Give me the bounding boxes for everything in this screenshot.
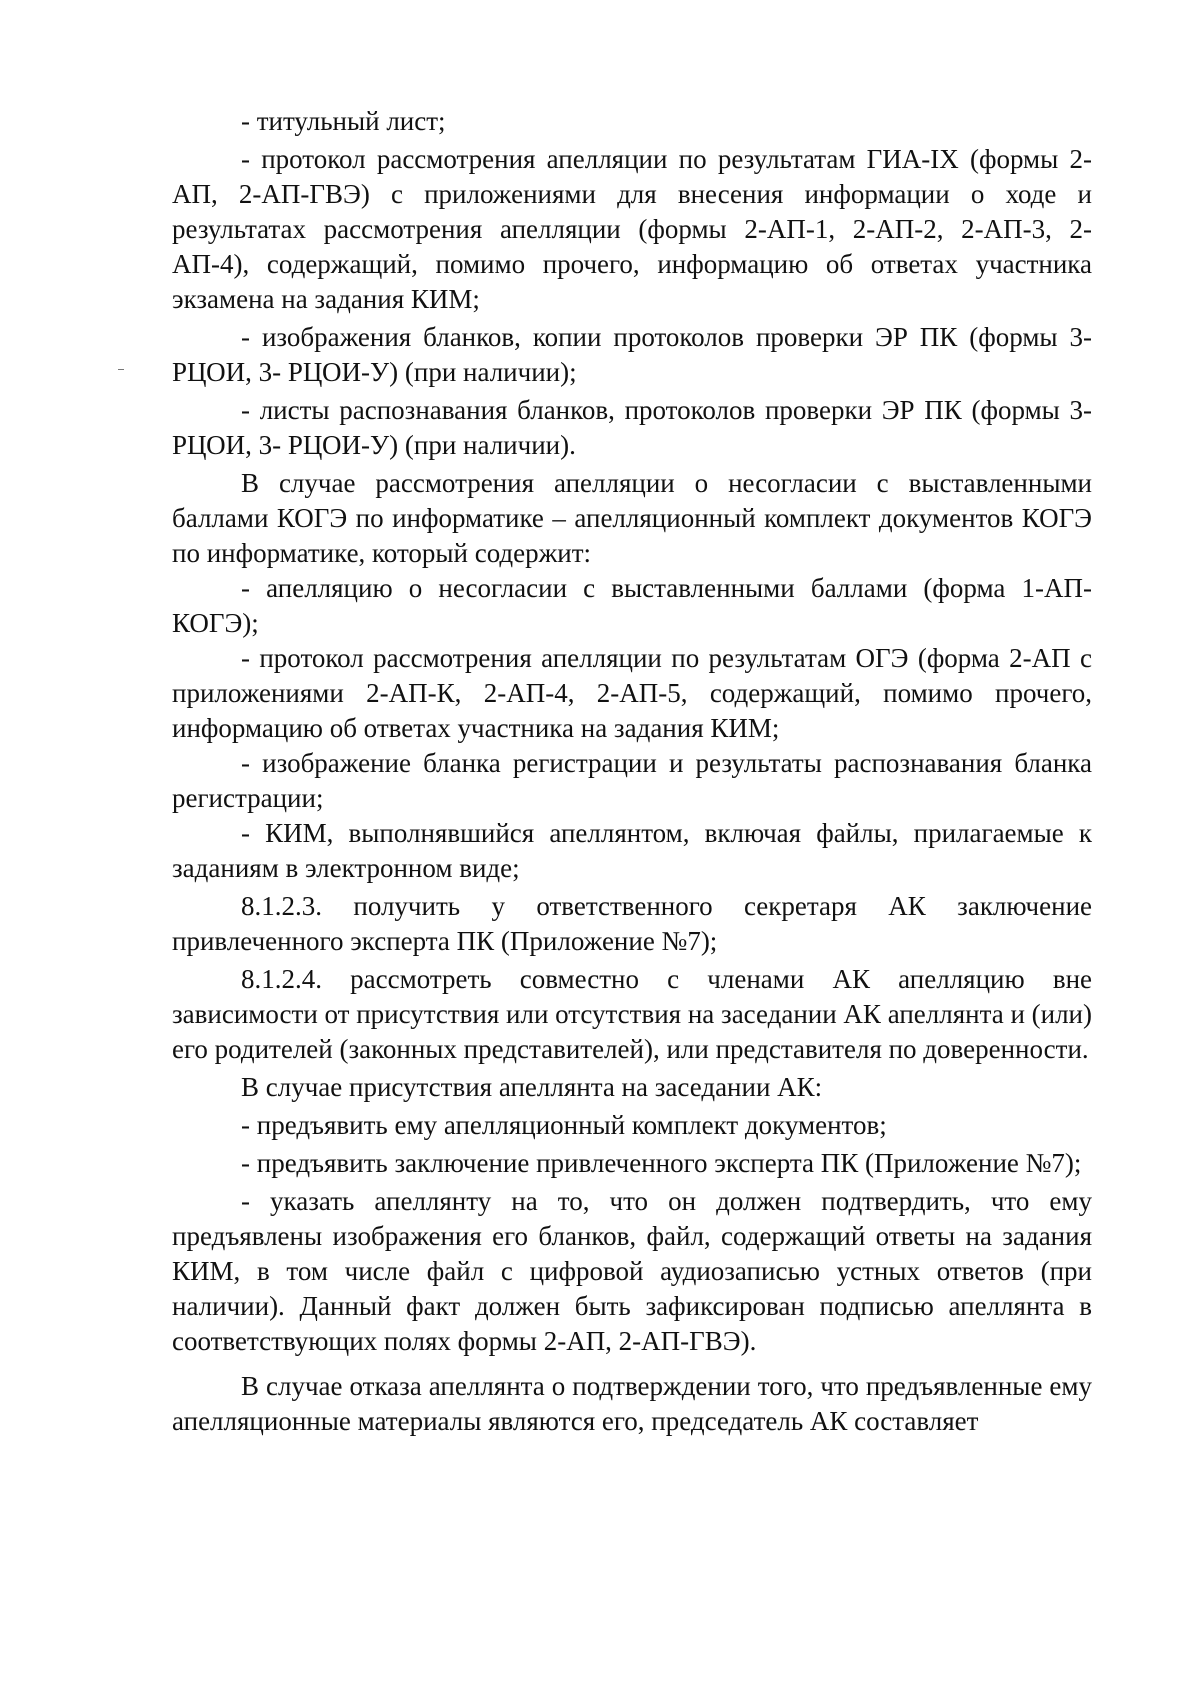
- paragraph-oge-protocol-item: - протокол рассмотрения апелляции по результатам ОГЭ (форма 2-АП с приложениями 2-АП-К, 2-АП-4, 2-АП-5, содержащий, помимо прочего, информацию об ответах участника на задания КИМ;: [172, 643, 1092, 743]
- paragraph-refusal-case: В случае отказа апеллянта о подтверждении того, что предъявленные ему апелляционные материалы являются его, председатель АК составляет: [172, 1371, 1092, 1436]
- paragraph-title-page-item: - титульный лист;: [241, 106, 446, 136]
- paragraph-kim-files-item: - КИМ, выполнявшийся апеллянтом, включая файлы, прилагаемые к заданиям в электронном виде;: [172, 818, 1092, 883]
- paragraph-blank-images-item: - изображения бланков, копии протоколов проверки ЭР ПК (формы 3-РЦОИ, 3- РЦОИ-У) (при наличии);: [172, 322, 1092, 387]
- paragraph-present-conclusion-item: - предъявить заключение привлеченного эксперта ПК (Приложение №7);: [241, 1148, 1082, 1178]
- paragraph-section-8-1-2-3: 8.1.2.3. получить у ответственного секретаря АК заключение привлеченного эксперта ПК (Приложение №7);: [172, 891, 1092, 956]
- paragraph-section-8-1-2-4: 8.1.2.4. рассмотреть совместно с членами АК апелляцию вне зависимости от присутствия или отсутствия на заседании АК апеллянта и (или) его родителей (законных представителей), или представителя по доверенности.: [172, 964, 1092, 1064]
- paragraph-registration-blank-item: - изображение бланка регистрации и результаты распознавания бланка регистрации;: [172, 748, 1092, 813]
- paragraph-confirm-instruction-item: - указать апеллянту на то, что он должен подтвердить, что ему предъявлены изображения его бланков, файл, содержащий ответы на задания КИМ, в том числе файл с цифровой аудиозаписью устных ответов (при наличии). Данный факт должен быть зафиксирован подписью апеллянта в соответствующих полях формы 2-АП, 2-АП-ГВЭ).: [172, 1186, 1092, 1356]
- margin-mark: [118, 369, 124, 370]
- paragraph-kogi-case: В случае рассмотрения апелляции о несогласии с выставленными баллами КОГЭ по информатике – апелляционный комплект документов КОГЭ по информатике, который содержит:: [172, 468, 1092, 568]
- paragraph-kogi-appeal-item: - апелляцию о несогласии с выставленными баллами (форма 1-АП-КОГЭ);: [172, 573, 1092, 638]
- paragraph-present-package-item: - предъявить ему апелляционный комплект документов;: [241, 1110, 887, 1140]
- paragraph-applicant-present: В случае присутствия апеллянта на заседании АК:: [241, 1072, 823, 1102]
- document-body: [172, 104, 1092, 1442]
- paragraph-recognition-sheets-item: - листы распознавания бланков, протоколов проверки ЭР ПК (формы 3-РЦОИ, 3- РЦОИ-У) (при наличии).: [172, 395, 1092, 460]
- paragraph-protocol-gia-item: - протокол рассмотрения апелляции по результатам ГИА-IX (формы 2-АП, 2-АП-ГВЭ) с приложениями для внесения информации о ходе и результатах рассмотрения апелляции (формы 2-АП-1, 2-АП-2, 2-АП-3, 2-АП-4), содержащий, помимо прочего, информацию об ответах участника экзамена на задания КИМ;: [172, 144, 1092, 314]
